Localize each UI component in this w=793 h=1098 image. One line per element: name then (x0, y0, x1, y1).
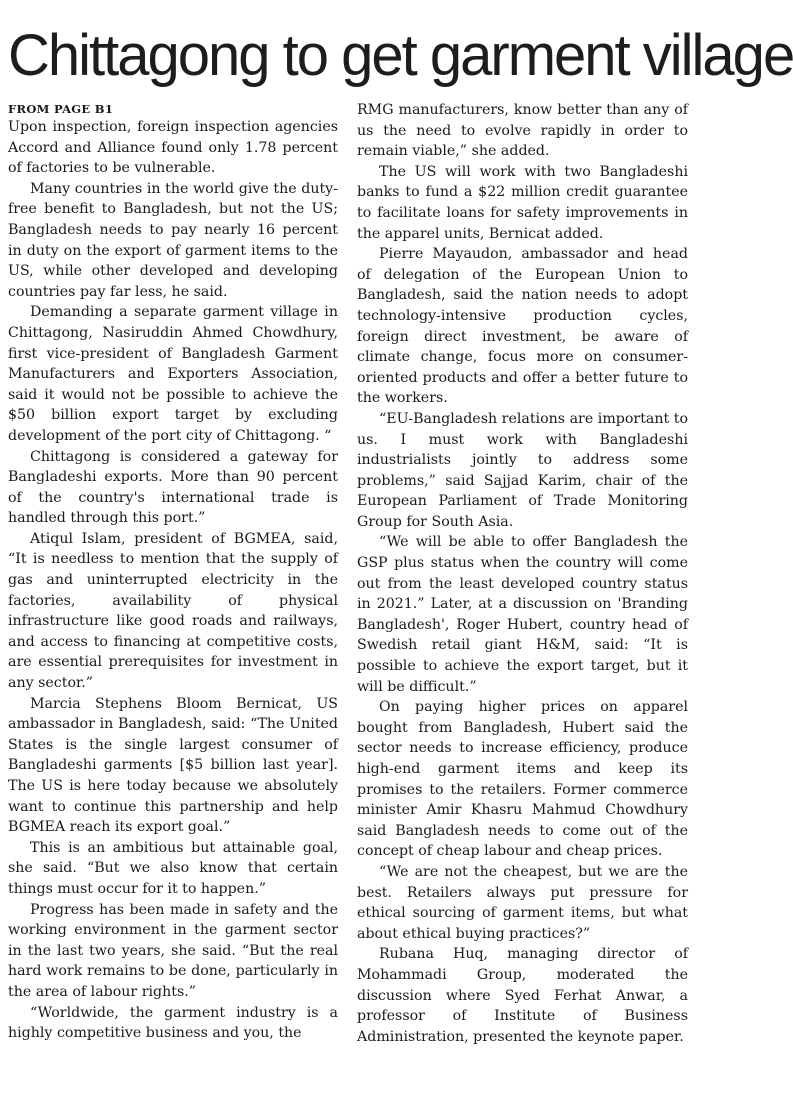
paragraph: Rubana Huq, managing director of Mohammadi Group, moderated the discussion where Syed Ferhat Anwar, a professor of Institute of Business Administration, presented the keynote paper. (357, 946, 688, 1045)
paragraph: Pierre Mayaudon, ambassador and head of delegation of the European Union to Bangladesh, said the nation needs to adopt technology-intensive production cycles, foreign direct investment, be aware of climate change, focus more on consumer-oriented products and offer a better future to the workers. (357, 246, 688, 407)
paragraph: On paying higher prices on apparel bought from Bangladesh, Hubert said the sector needs to increase efficiency, produce high-end garment items and keep its promises to the retailers. Former commerce minister Amir Khasru Mahmud Chowdhury said Bangladesh needs to come out of the concept of cheap labour and cheap prices. (357, 699, 688, 860)
paragraph: “We are not the cheapest, but we are the best. Retailers always put pressure for ethical sourcing of garment items, but what about ethical buying practices?” (357, 863, 688, 942)
paragraph: “Worldwide, the garment industry is a highly competitive business and you, the (8, 1004, 338, 1042)
paragraph: “EU-Bangladesh relations are important to us. I must work with Bangladeshi industrialists jointly to address some problems,” said Sajjad Karim, chair of the European Parliament of Trade Monitoring Group for South Asia. (357, 410, 688, 530)
paragraph: Chittagong is considered a gateway for Bangladeshi exports. More than 90 percent of the country's international trade is handled through this port.” (8, 448, 338, 527)
headline: Chittagong to get garment village (8, 23, 793, 88)
paragraph: Atiqul Islam, president of BGMEA, said, “It is needless to mention that the supply of gas and uninterrupted electricity in the factories, availability of physical infrastructure like good roads and railways, and access to financing at competitive costs, are essential prerequisites for investment in any sector.” (8, 530, 338, 692)
continuation-kicker: FROM PAGE B1 (8, 102, 114, 116)
paragraph: The US will work with two Bangladeshi banks to fund a $22 million credit guarantee to facilitate loans for safety improvements in the apparel units, Bernicat added. (357, 163, 688, 242)
column-left (8, 100, 338, 1044)
paragraph: Demanding a separate garment village in Chittagong, Nasiruddin Ahmed Chowdhury, first vice-president of Bangladesh Garment Manufacturers and Exporters Association, said it would not be possible to achieve the $50 billion export target by excluding development of the port city of Chittagong. “ (8, 304, 338, 444)
column-right (357, 100, 688, 1047)
paragraph: Many countries in the world give the duty-free benefit to Bangladesh, but not the US; Bangladesh needs to pay nearly 16 percent in duty on the export of garment items to the US, while other developed and developing countries pay far less, he said. (8, 180, 338, 300)
paragraph: This is an ambitious but attainable goal, she said. “But we also know that certain things must occur for it to happen.” (8, 839, 338, 897)
paragraph: RMG manufacturers, know better than any of us the need to evolve rapidly in order to remain viable,” she added. (357, 102, 688, 160)
paragraph: Progress has been made in safety and the working environment in the garment sector in the last two years, she said. “But the real hard work remains to be done, particularly in the area of labour rights.” (8, 901, 338, 1000)
paragraph: Marcia Stephens Bloom Bernicat, US ambassador in Bangladesh, said: “The United States is the single largest consumer of Bangladeshi garments [$5 billion last year]. The US is here today because we absolutely want to continue this partnership and help BGMEA reach its export goal.” (8, 695, 338, 836)
paragraph: Upon inspection, foreign inspection agencies Accord and Alliance found only 1.78 percent of factories to be vulnerable. (8, 119, 338, 177)
paragraph: “We will be able to offer Bangladesh the GSP plus status when the country will come out from the least developed country status in 2021.” Later, at a discussion on 'Branding Bangladesh', Roger Hubert, country head of Swedish retail giant H&M, said: “It is possible to achieve the export target, but it will be difficult.” (357, 534, 688, 695)
